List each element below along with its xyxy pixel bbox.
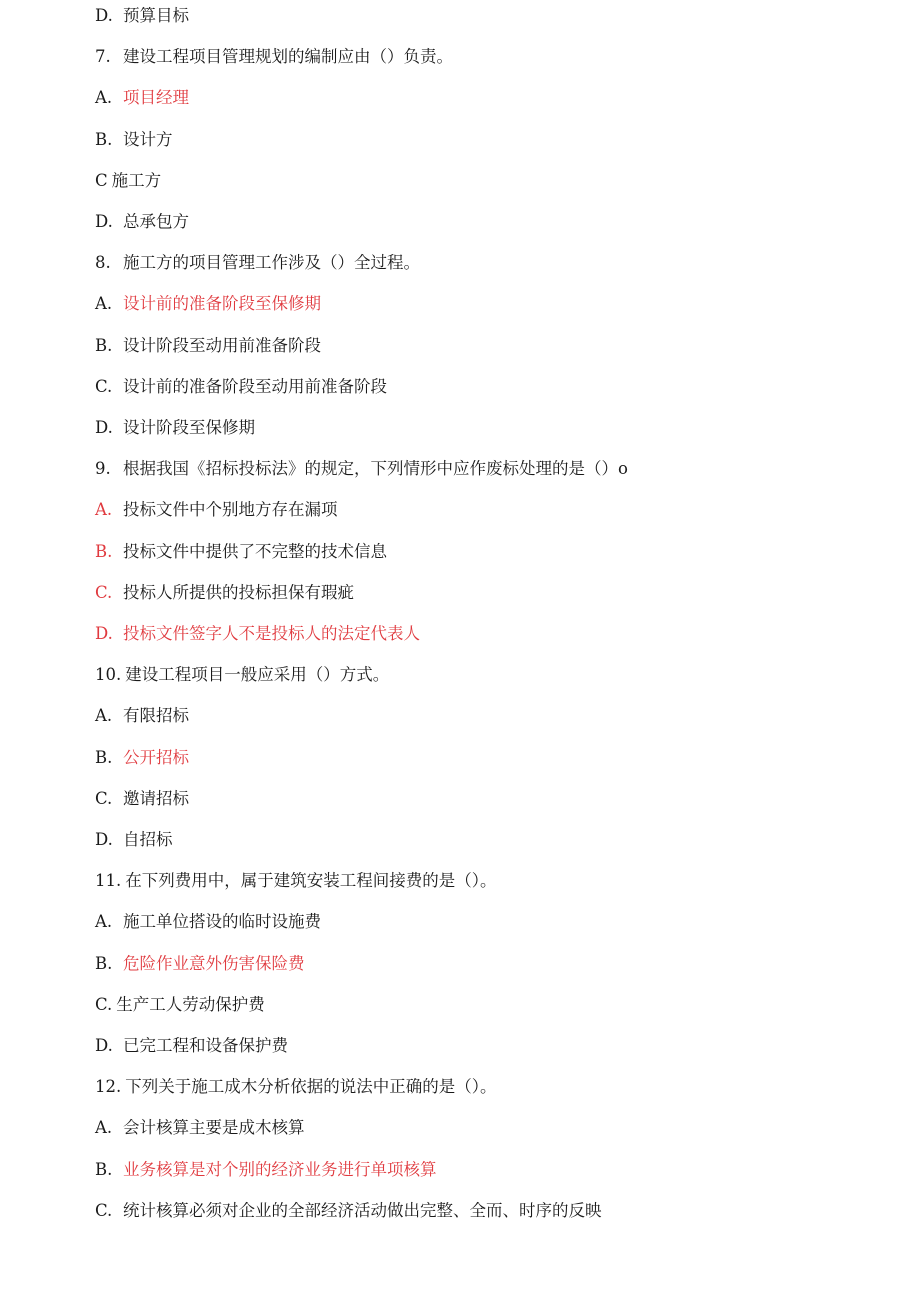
line-text: 施工方的项目管理工作涉及（）全过程。: [123, 253, 420, 272]
line-text: 总承包方: [123, 212, 189, 231]
line-text: 设计前的准备阶段至保修期: [123, 294, 321, 313]
text-line: [95, 169, 161, 193]
text-line: [95, 86, 189, 110]
text-line: [95, 828, 173, 852]
line-text: 公开招标: [123, 748, 189, 767]
line-prefix: B.: [95, 336, 113, 355]
line-text: 有限招标: [123, 706, 189, 725]
line-text: 投标文件中提供了不完整的技术信息: [123, 542, 387, 561]
line-prefix: B.: [95, 130, 113, 149]
line-text: 危险作业意外伤害保险费: [123, 954, 305, 973]
text-line: [95, 210, 189, 234]
text-line: [95, 292, 321, 316]
line-prefix: A.: [95, 500, 113, 519]
text-line: [95, 375, 387, 399]
line-prefix: A.: [95, 294, 113, 313]
line-prefix: C.: [95, 995, 113, 1014]
text-line: [95, 45, 453, 69]
text-line: [95, 1116, 305, 1140]
text-line: [95, 457, 628, 481]
line-text: 设计方: [123, 130, 173, 149]
line-text: 建设工程项目管理规划的编制应由（）负责。: [123, 47, 453, 66]
text-line: [95, 4, 189, 28]
line-prefix: B.: [95, 954, 113, 973]
text-line: [95, 663, 389, 687]
text-line: [95, 993, 265, 1017]
line-prefix: D.: [95, 6, 113, 25]
line-prefix: B.: [95, 1160, 113, 1179]
line-text: 邀请招标: [123, 789, 189, 808]
text-line: [95, 622, 420, 646]
line-text: 已完工程和设备保护费: [123, 1036, 288, 1055]
line-text: 施工单位搭设的临时设施费: [123, 912, 321, 931]
line-prefix: 8.: [95, 253, 111, 272]
text-line: [95, 746, 189, 770]
line-text: 在下列费用中，属于建筑安装工程间接费的是（）。: [125, 871, 497, 890]
line-prefix: 12.: [95, 1077, 122, 1096]
text-line: [95, 334, 321, 358]
line-text: 项目经理: [123, 88, 189, 107]
line-prefix: A.: [95, 1118, 113, 1137]
line-text: 下列关于施工成木分析依据的说法中正确的是（）。: [125, 1077, 497, 1096]
text-line: [95, 498, 338, 522]
text-line: [95, 581, 354, 605]
line-prefix: D.: [95, 212, 113, 231]
line-prefix: 10.: [95, 665, 122, 684]
line-text: 设计阶段至保修期: [123, 418, 255, 437]
line-prefix: B.: [95, 542, 113, 561]
line-prefix: C.: [95, 1201, 113, 1220]
line-prefix: C: [95, 171, 108, 190]
line-prefix: A.: [95, 88, 113, 107]
text-line: [95, 1199, 602, 1223]
line-text: 建设工程项目一般应采用（）方式。: [125, 665, 390, 684]
line-text: 根据我国《招标投标法》的规定，下列情形中应作废标处理的是（）o: [123, 459, 628, 478]
line-prefix: 9.: [95, 459, 111, 478]
line-prefix: B.: [95, 748, 113, 767]
line-text: 投标人所提供的投标担保有瑕疵: [123, 583, 354, 602]
line-text: 自招标: [123, 830, 173, 849]
line-text: 设计前的准备阶段至动用前准备阶段: [123, 377, 387, 396]
text-line: [95, 251, 420, 275]
line-text: 投标文件中个别地方存在漏项: [123, 500, 338, 519]
line-prefix: C.: [95, 789, 113, 808]
line-text: 施工方: [111, 171, 162, 190]
text-line: [95, 704, 189, 728]
line-prefix: 7.: [95, 47, 111, 66]
line-text: 生产工人劳动保护费: [116, 995, 265, 1014]
line-prefix: A.: [95, 912, 113, 931]
text-line: [95, 1158, 437, 1182]
line-text: 设计阶段至动用前准备阶段: [123, 336, 321, 355]
text-line: [95, 952, 305, 976]
line-prefix: D.: [95, 624, 113, 643]
text-line: [95, 910, 321, 934]
text-line: [95, 128, 173, 152]
text-line: [95, 869, 497, 893]
text-line: [95, 1034, 288, 1058]
text-line: [95, 1075, 497, 1099]
line-prefix: C.: [95, 377, 113, 396]
line-text: 业务核算是对个别的经济业务进行单项核算: [123, 1160, 437, 1179]
line-text: 统计核算必须对企业的全部经济活动做出完整、全而、时序的反映: [123, 1201, 602, 1220]
line-prefix: D.: [95, 830, 113, 849]
line-prefix: C.: [95, 583, 113, 602]
line-text: 预算目标: [123, 6, 189, 25]
line-prefix: D.: [95, 1036, 113, 1055]
line-prefix: 11.: [95, 871, 122, 890]
text-line: [95, 540, 387, 564]
text-line: [95, 787, 189, 811]
line-prefix: D.: [95, 418, 113, 437]
line-text: 会计核算主要是成木核算: [123, 1118, 305, 1137]
line-text: 投标文件签字人不是投标人的法定代表人: [123, 624, 420, 643]
line-prefix: A.: [95, 706, 113, 725]
text-line: [95, 416, 255, 440]
